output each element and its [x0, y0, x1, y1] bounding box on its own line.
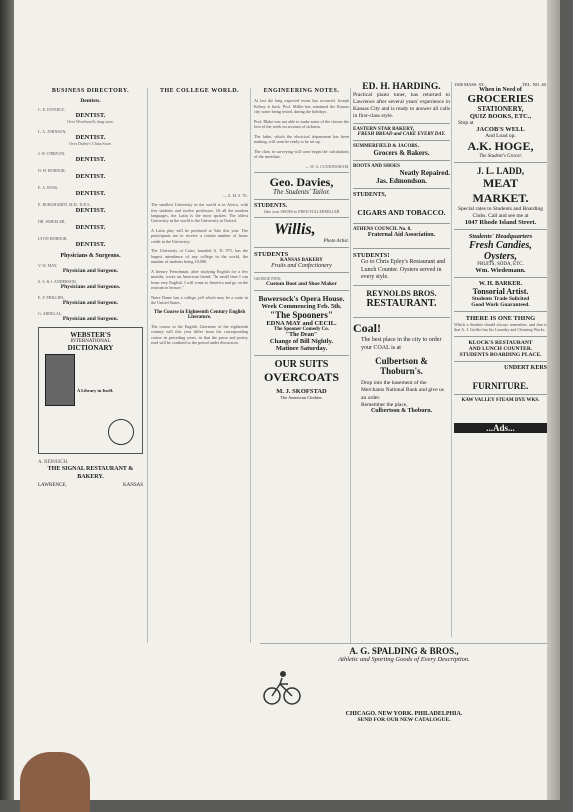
culbertson-name: Culbertson & Thoburn's.	[375, 355, 428, 376]
american-clothier: The American Clothier.	[280, 394, 323, 400]
reinisch-state: KANSAS	[122, 483, 143, 488]
athens-council: ATHENS COUNCIL No. 8.	[353, 227, 412, 232]
hoge-address: 1300 MASS. ST.	[454, 82, 485, 87]
anderson-listing	[38, 279, 143, 290]
kansas-bakery: KANSAS BAKERY	[280, 257, 323, 263]
ads-banner: ...Ads...	[454, 423, 547, 433]
listing-name: C. E. ESTERLY,	[38, 107, 65, 112]
change-bill: Change of Bill Nightly.	[269, 337, 334, 345]
bakery-students-label: STUDENTS	[254, 250, 289, 258]
listing-name: S. S. & J. ANDERSON,	[38, 279, 77, 284]
coal-heading: Coal!	[353, 320, 381, 335]
poem-signature: — A. M. S. '91.	[222, 193, 248, 198]
shoes-students-label: STUDENTS.	[254, 202, 288, 209]
reinisch-business: THE SIGNAL RESTAURANT & BAKERY.	[47, 466, 134, 480]
webster-dictionary-ad	[38, 327, 143, 454]
students-headquarters: Students' Headquarters	[468, 233, 533, 240]
remember-place: Remember the place,	[361, 402, 408, 408]
reinisch-location	[38, 483, 143, 488]
listing-role: DENTIST.	[75, 190, 106, 197]
wiedemann-name: Wm. Wiedemann.	[475, 267, 526, 274]
ladd-name: J. L. LADD,	[476, 166, 525, 176]
epley-students: STUDENTS!	[353, 252, 390, 259]
college-world-paragraph: A literary Frenchman, after studying English for a few months, wrote an American friend: "In small time I can learn very English. I will come to America and go on the rostrum to lecture."	[151, 268, 248, 291]
listing-role: DENTIST.	[75, 156, 106, 163]
bakery-text: FRESH BREAD and CAKE EVERY DAY.	[357, 132, 446, 137]
listing-role: DENTIST.	[75, 207, 106, 214]
pinn-name: GEORGE PINN,	[254, 275, 282, 281]
engineering-paragraph: Prof. Blake was not able to make some of the classes the first of the week on account of sickness.	[254, 118, 349, 129]
ads-column-5	[454, 82, 547, 433]
engineering-signature: — W. A. CUNNINGHAM.	[305, 163, 349, 169]
undertakers: UNDERT KERS	[504, 364, 547, 371]
summerfield-jacobs: SUMMERFIELD & JACOBS,	[353, 144, 419, 149]
pinn-role: Custom Boot and Shoe Maker	[266, 280, 337, 287]
column-rule	[350, 88, 351, 643]
cigars-students: STUDENTS,	[353, 192, 387, 198]
listing-name: G. ABDELAL,	[38, 311, 63, 316]
listing-name: L. A. JOHNSON,	[38, 129, 67, 134]
listing-role: DENTIST.	[75, 224, 106, 231]
phillips-listing	[38, 295, 143, 306]
epley-text: Go to Chris Epley's Restaurant and Lunch Counter. Oysters served in every style.	[361, 259, 446, 280]
listing-info: Over Dailey's China Store.	[69, 141, 112, 146]
may-listing	[38, 263, 143, 274]
house-listing	[38, 129, 143, 146]
poem-block	[151, 98, 248, 193]
esterly-listing	[38, 107, 143, 124]
next-page-edge	[547, 0, 560, 800]
one-thing-heading: THERE IS ONE THING	[465, 315, 536, 322]
one-thing-text: Which a Student should always remember, and that is that A. J. Griffin has his Laundry and Cleaning Works.	[454, 322, 547, 333]
engineering-paragraph: The lathe, which the electrical department has been making, will soon be ready to be set up.	[254, 133, 349, 144]
listing-name: LYON HORNOR,	[38, 236, 68, 241]
college-world-paragraph: Notre Dame has a college yell which may be a curio in the United States.	[151, 294, 248, 306]
fraternal-aid: Fraternal Aid Association.	[367, 232, 436, 238]
edna-may: EDNA MAY and CECIL.	[266, 319, 337, 327]
special-rates: Special rates to Students and Boarding Clubs. Call and see me at	[457, 206, 544, 219]
dictionary-book-image	[45, 354, 75, 406]
meat-market: MEAT MARKET.	[472, 176, 529, 205]
reynolds-name: REYNOLDS BROS.	[366, 288, 437, 298]
furniture-heading: FURNITURE.	[472, 380, 529, 391]
fruits-confectionery: Fruits and Confectionery	[271, 262, 332, 269]
students-grocer: The Student's Grocer.	[479, 154, 522, 159]
dentists-heading: Dentists.	[80, 98, 101, 104]
harding-text: Practical piano tuner, has returned to Lawrence after several years' experience in Kansas City and is ready to answer all calls in first-class style.	[353, 92, 450, 119]
grocers-bakers: Grocers & Bakers.	[373, 149, 430, 157]
college-world-paragraph: The smallest University in the world is in Africa, with five students and twelve professors. Of all the modern languages, the Latin is the most spoken. The oldest University in the world is the University at Oxford.	[151, 202, 248, 224]
hornor-listing	[38, 168, 143, 180]
stationery: STATIONERY,	[477, 105, 524, 113]
bicycle-rider-icon	[262, 666, 302, 706]
engineering-paragraph: The class in surveying will soon begin the calculations of the meridian.	[254, 148, 349, 159]
cigars-tobacco: CIGARS AND TOBACCO.	[357, 208, 446, 217]
spalding-catalogue: SEND FOR OUR NEW CATALOGUE.	[357, 717, 451, 723]
webster-seal-icon	[108, 419, 134, 445]
klock-lunch: AND LUNCH COUNTER.	[468, 345, 533, 352]
column-rule	[451, 82, 452, 637]
listing-role: Physician and Surgeon.	[62, 300, 119, 306]
harding-name: ED. H. HARDING.	[362, 82, 441, 92]
reinisch-ad	[38, 460, 143, 488]
spalding-cities: CHICAGO. NEW YORK. PHILADELPHIA.	[345, 711, 463, 717]
college-world-paragraph: The University of Cairo, founded A. D. 975, has the largest attendance of any college in the world, the number of students being 10,000.	[151, 248, 248, 265]
listing-name: DR. WHEELER,	[38, 219, 66, 224]
spalding-ad	[260, 643, 548, 754]
coal-text: The best place in the city to order your COAL is at	[361, 336, 442, 351]
listing-role: Physician and Surgeon.	[62, 316, 119, 322]
listing-role: DENTIST.	[75, 173, 106, 180]
ross-listing	[38, 185, 143, 197]
business-directory-heading: BUSINESS DIRECTORY.	[51, 88, 130, 94]
page-binding-edge	[0, 0, 14, 800]
listing-role: Physician and Surgeon.	[62, 268, 119, 274]
spooner-comedy: The Spooner Comedy Co.	[274, 326, 329, 332]
column-rule	[250, 88, 251, 643]
newspaper-page	[14, 0, 560, 800]
listing-info: Over Woodward's drug store.	[67, 119, 114, 124]
course-subheading: The Course in Eighteenth Century English Literature.	[153, 309, 246, 320]
barker-name: W. H. BARKER.	[478, 281, 523, 287]
column-rule	[147, 88, 148, 643]
skofstad-name: M. J. SKOFSTAD	[276, 387, 327, 395]
matinee: Matinee Saturday.	[275, 344, 328, 352]
willis-role: Photo Artist.	[323, 238, 349, 244]
webster-library-text: A Library in Itself.	[77, 388, 114, 393]
webster-title: WEBSTER'S	[70, 331, 111, 339]
spooners-title: "The Spooners"	[270, 309, 333, 320]
overcoats-heading: OVERCOATS	[263, 369, 340, 384]
abdelal-listing	[38, 311, 143, 322]
dean-title: "The Dean"	[285, 331, 318, 338]
listing-name: V. W. MAY,	[38, 263, 58, 268]
college-world-paragraph: The course in the English Literature of the eighteenth century will this year differ from the corresponding course in preceding years, in that the prose and poetry read will be confined to the period under discussion.	[151, 323, 248, 346]
listing-role: DENTIST.	[75, 112, 106, 119]
fresh-candies: Fresh Candies,	[469, 240, 532, 251]
college-world-heading: THE COLLEGE WORLD.	[159, 88, 240, 94]
boarding-place: STUDENTS BOARDING PLACE.	[459, 351, 542, 358]
listing-role: Physicians and Surgeons.	[60, 284, 121, 290]
suits-heading: OUR SUITS	[274, 358, 329, 370]
listing-role: DENTIST.	[75, 241, 106, 248]
hoge-name: A.K. HOGE,	[467, 139, 534, 153]
fruits-soda: FRUITS, SODA, ETC.	[477, 262, 524, 267]
webster-subtitle: INTERNATIONAL	[70, 339, 111, 344]
college-world-column	[151, 88, 248, 350]
trade-solicited: Students Trade Solicited	[471, 296, 530, 302]
spalding-tagline: Athletic and Sporting Goods of Every Description.	[338, 656, 470, 663]
neatly-repaired: Neatly Repaired.	[399, 169, 450, 177]
lyon-listing	[38, 236, 143, 248]
drop-text: Drop into the basement of the Merchants National Bank and give us an order.	[361, 379, 444, 401]
opera-week: Week Commencing Feb. 5th.	[261, 302, 342, 310]
wheeler-listing	[38, 219, 143, 231]
opera-house-name: Bowersock's Opera House.	[258, 293, 345, 303]
listing-name: J. W. O'BRYON,	[38, 151, 66, 156]
hoge-tel: TEL. NO. 40.	[522, 82, 547, 87]
quiz-books: QUIZ BOOKS, ETC.,	[469, 113, 532, 120]
listing-name: D. H. HORNOR,	[38, 168, 66, 173]
ladd-address: 1047 Rhode Island Street.	[464, 219, 537, 226]
davies-role: The Students' Tailor.	[272, 187, 331, 196]
good-work: Good Work Guaranteed.	[471, 302, 530, 308]
when-in-need: When in Need of	[479, 87, 522, 93]
groceries-heading: GROCERIES	[467, 93, 534, 105]
ads-column-4	[353, 82, 450, 414]
spalding-name: A. G. SPALDING & BROS.,	[349, 646, 459, 656]
engineering-notes-heading: ENGINEERING NOTES.	[263, 88, 340, 94]
edmondson-name: Jas. Edmondson.	[376, 177, 427, 185]
eastern-star-bakery: EASTERN STAR BAKERY,	[353, 127, 415, 132]
finger-shadow	[20, 752, 90, 812]
tonsorial-artist: Tonsorial Artist.	[472, 287, 529, 296]
physicians-heading: Physicians & Surgeons.	[60, 253, 121, 259]
reinisch-name: A. REINISCH.	[38, 460, 69, 465]
shoes-info: Take your SHOES to FRED FULLERMILLER	[263, 208, 340, 214]
college-world-paragraph: A Latin play will be produced at Yale this year. The participants are to receive a certain number of hours credit in the University.	[151, 228, 248, 244]
steam-dye-works: KAW VALLEY STEAM DYE WKS.	[461, 397, 540, 403]
reinisch-city: LAWRENCE,	[38, 483, 67, 488]
business-directory-column	[38, 88, 143, 488]
engineering-column	[254, 88, 349, 400]
listing-role: DENTIST.	[75, 134, 106, 141]
willis-name: Willis,	[274, 220, 316, 238]
jacobs-well: JACOB'S WELL	[476, 126, 525, 133]
load-up: And Load up.	[485, 133, 516, 139]
burghardt-listing	[38, 202, 143, 214]
stop-at: Stop at	[458, 120, 474, 126]
davies-name: Geo. Davies,	[269, 174, 334, 189]
engineering-paragraph: At last the long expected event has occurred. Joseph Kelsey is back. Prof. Miller has remained the Kansas city water being tested, during the holidays.	[254, 98, 349, 114]
reynolds-restaurant: RESTAURANT.	[366, 297, 437, 309]
webster-dictionary-word: DICTIONARY	[67, 344, 114, 352]
obryon-listing	[38, 151, 143, 163]
culbertson-footer: Culbertson & Thoburn.	[370, 408, 433, 414]
klock-restaurant: KLOCK'S RESTAURANT	[468, 339, 533, 346]
listing-name: E. BURGHARDT, M.D., D.D.S.,	[38, 202, 92, 207]
listing-name: E. A. ROSS,	[38, 185, 59, 190]
oysters: Oysters,	[483, 251, 518, 262]
listing-name: E. F. PHILLIPS,	[38, 295, 65, 300]
boots-shoes: BOOTS AND SHOES	[353, 164, 400, 169]
